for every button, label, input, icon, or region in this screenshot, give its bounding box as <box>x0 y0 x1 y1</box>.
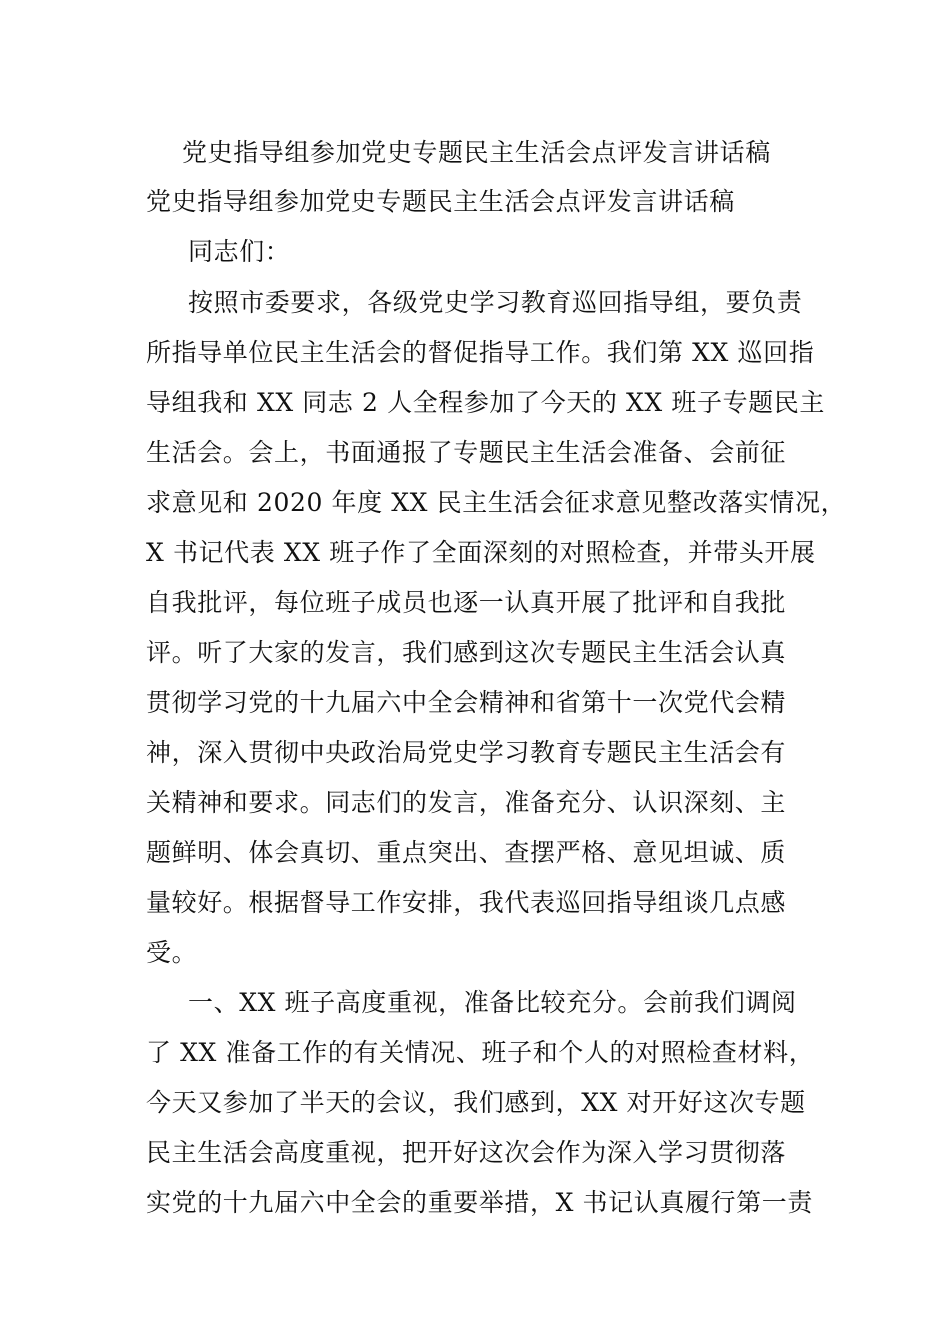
paragraph-line: 导组我和 XX 同志 2 人全程参加了今天的 XX 班子专题民主 <box>146 388 825 417</box>
salutation: 同志们： <box>188 237 291 266</box>
paragraph-line: 评。听了大家的发言，我们感到这次专题民主生活会认真 <box>146 638 787 667</box>
paragraph-line: 了 XX 准备工作的有关情况、班子和个人的对照检查材料， <box>146 1038 815 1067</box>
paragraph-line: 民主生活会高度重视，把开好这次会作为深入学习贯彻落 <box>146 1138 787 1167</box>
paragraph-line: 所指导单位民主生活会的督促指导工作。我们第 XX 巡回指 <box>146 338 815 367</box>
document-subtitle: 党史指导组参加党史专题民主生活会点评发言讲话稿 <box>146 187 735 216</box>
paragraph-line: 量较好。根据督导工作安排，我代表巡回指导组谈几点感 <box>146 888 787 917</box>
paragraph-line: 求意见和 2020 年度 XX 民主生活会征求意见整改落实情况， <box>146 488 847 517</box>
paragraph-line: X 书记代表 XX 班子作了全面深刻的对照检查，并带头开展 <box>146 538 816 567</box>
paragraph-line: 贯彻学习党的十九届六中全会精神和省第十一次党代会精 <box>146 688 787 717</box>
paragraph-line: 实党的十九届六中全会的重要举措，X 书记认真履行第一责 <box>146 1188 813 1217</box>
paragraph-line: 受。 <box>146 938 198 967</box>
paragraph-line: 关精神和要求。同志们的发言，准备充分、认识深刻、主 <box>146 788 787 817</box>
paragraph-line: 神，深入贯彻中央政治局党史学习教育专题民主生活会有 <box>146 738 787 767</box>
paragraph-line: 按照市委要求，各级党史学习教育巡回指导组，要负责 <box>188 288 803 317</box>
paragraph-line: 题鲜明、体会真切、重点突出、查摆严格、意见坦诚、质 <box>146 838 787 867</box>
paragraph-line: 今天又参加了半天的会议，我们感到，XX 对开好这次专题 <box>146 1088 806 1117</box>
paragraph-line: 自我批评，每位班子成员也逐一认真开展了批评和自我批 <box>146 588 787 617</box>
document-title: 党史指导组参加党史专题民主生活会点评发言讲话稿 <box>182 138 771 167</box>
paragraph-line: 一、XX 班子高度重视，准备比较充分。会前我们调阅 <box>188 988 797 1017</box>
paragraph-line: 生活会。会上，书面通报了专题民主生活会准备、会前征 <box>146 438 787 467</box>
